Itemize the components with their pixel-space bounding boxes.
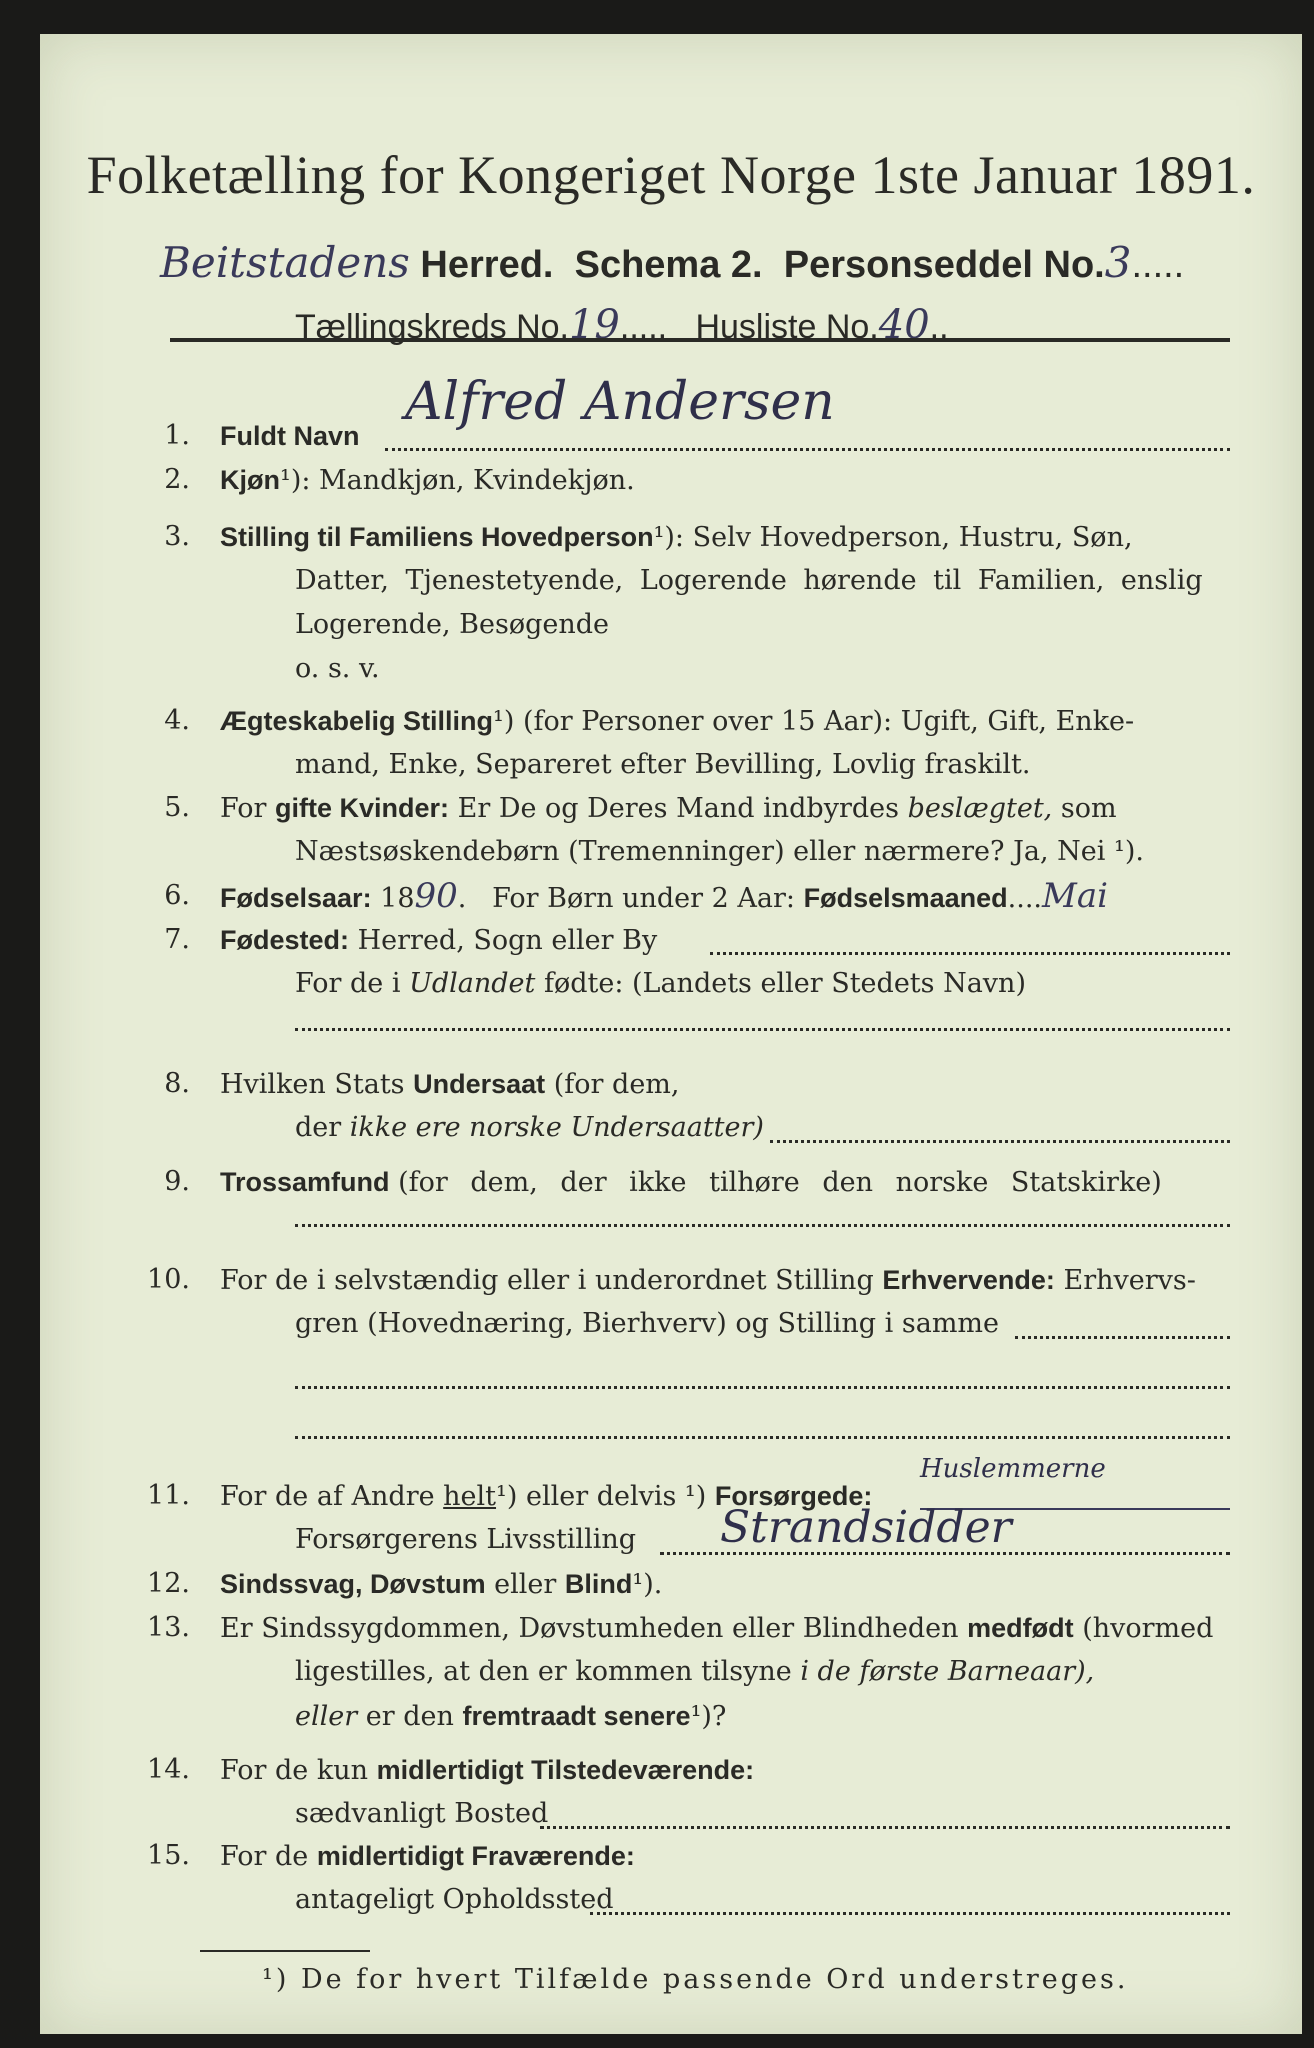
item-number: 13. <box>147 1612 190 1643</box>
item-10 <box>130 1258 1196 1303</box>
item-text: Er De og Deres Mand indbyrdes <box>457 793 899 824</box>
item-label: Kjøn <box>220 465 280 495</box>
dotted-line <box>385 448 1230 451</box>
item-13-line-2 <box>295 1650 1094 1694</box>
item-8-line-2 <box>295 1106 764 1150</box>
item-label: medfødt <box>967 1613 1074 1643</box>
item-12 <box>130 1562 662 1607</box>
item-4 <box>130 699 1134 744</box>
kreds-number: 19 <box>568 302 620 348</box>
item-5-line-2: Næstsøskendebørn (Tremenninger) eller nærmere? Ja, Nei ¹). <box>295 836 1144 867</box>
item-prefix: For de i selvstændig eller i underordnet Stilling <box>220 1265 874 1296</box>
dotted-line <box>770 1140 1230 1143</box>
text-italic: eller <box>295 1701 358 1732</box>
item-label: Erhvervende: <box>882 1265 1055 1295</box>
item-3-line-2: Datter, Tjenestetyende, Logerende hørende til Familien, enslig <box>295 565 1203 596</box>
item-text: Herred, Sogn eller By <box>357 925 658 956</box>
item-11-line-2: Forsørgerens Livsstilling <box>295 1524 637 1555</box>
item-text: (for dem, <box>553 1069 680 1100</box>
item-5 <box>130 786 1117 831</box>
dotted-line <box>295 1386 1230 1389</box>
provider-occupation-value: Strandsidder <box>720 1502 1012 1553</box>
item-1 <box>130 414 360 459</box>
text: fødte: (Landets eller Stedets Navn) <box>543 968 1026 999</box>
footnote: ¹) De for hvert Tilfælde passende Ord understreges. <box>262 1964 1129 1995</box>
item-label: Ægteskabelig Stilling <box>220 706 494 736</box>
header-row-kreds: Tællingskreds No.19..... Husliste No.40.. <box>295 302 949 348</box>
item-label: midlertidigt Tilstedeværende: <box>376 1755 755 1785</box>
item-prefix: Er Sindssygdommen, Døvstumheden eller Blindheden <box>220 1613 959 1644</box>
item-prefix: For de kun <box>220 1755 368 1786</box>
item-number: 10. <box>147 1264 190 1295</box>
item-number: 1. <box>164 420 190 451</box>
item-label: Sindssvag, Døvstum <box>220 1569 486 1599</box>
forsorget-value: Huslemmerne <box>920 1454 1106 1484</box>
text-italic: ikke ere norske Undersaatter) <box>349 1112 764 1143</box>
item-7 <box>130 918 657 963</box>
item-2 <box>130 458 635 503</box>
personseddel-label: Personseddel No. <box>783 244 1105 286</box>
item-number: 5. <box>164 792 190 823</box>
text: der <box>295 1112 342 1143</box>
item-text: ¹) (for Personer over 15 Aar): Ugift, Gift, Enke- <box>493 706 1135 737</box>
dotted-line <box>710 952 1230 955</box>
herred-label: Herred. <box>420 244 554 286</box>
item-label: Stilling til Familiens Hovedperson <box>220 522 654 552</box>
item-label-2: Fødselsmaaned <box>803 883 1008 913</box>
item-label: Undersaat <box>413 1069 546 1099</box>
item-number: 8. <box>164 1068 190 1099</box>
item-text: ¹): Mandkjøn, Kvindekjøn. <box>280 465 635 496</box>
item-prefix: Hvilken Stats <box>220 1069 405 1100</box>
full-name-value: Alfred Andersen <box>405 372 835 432</box>
item-prefix: For <box>220 793 267 824</box>
item-label: Trossamfund <box>220 1167 390 1197</box>
item-number: 15. <box>147 1840 190 1871</box>
item-label-2: Blind <box>564 1569 633 1599</box>
item-suffix: som <box>1060 793 1117 824</box>
dotted-line <box>660 1552 1230 1555</box>
item-13-line-3 <box>295 1694 726 1739</box>
item-3-line-4: o. s. v. <box>295 653 380 684</box>
item-label-2: fremtraadt senere <box>462 1701 691 1731</box>
item-6: 6. Fødselsaar: 1890. For Børn under 2 Aar: Fødselsmaaned....Mai <box>130 874 1108 921</box>
item-9 <box>130 1160 1162 1205</box>
item-14 <box>130 1748 754 1793</box>
item-14-line-2: sædvanligt Bosted <box>295 1798 549 1829</box>
item-4-line-2: mand, Enke, Separeret efter Bevilling, Lovlig fraskilt. <box>295 749 1031 780</box>
item-prefix: For de <box>220 1841 309 1872</box>
census-form <box>40 34 1302 2034</box>
husliste-number: 40 <box>878 302 930 348</box>
item-prefix: For de af Andre <box>220 1481 435 1512</box>
dotted-line <box>590 1912 1230 1915</box>
item-number: 9. <box>164 1166 190 1197</box>
item-mid-text: eller <box>494 1569 557 1600</box>
item-number: 11. <box>147 1480 190 1511</box>
dotted-line <box>295 1224 1230 1227</box>
item-text: (for dem, der ikke tilhøre den norske Statskirke) <box>398 1167 1162 1198</box>
dotted-line <box>540 1826 1230 1829</box>
item-text: Erhvervs- <box>1063 1265 1196 1296</box>
herred-name: Beitstadens <box>160 238 410 287</box>
dotted-line <box>295 1028 1230 1031</box>
item-text: 18 <box>380 883 415 914</box>
item-3-line-3: Logerende, Besøgende <box>295 609 609 640</box>
item-number: 3. <box>164 521 190 552</box>
item-10-line-2: gren (Hovednæring, Bierhverv) og Stilling i samme <box>295 1308 1000 1339</box>
footnote-divider <box>200 1950 370 1952</box>
item-15-line-2: antageligt Opholdssted <box>295 1884 614 1915</box>
item-underlined: helt <box>443 1481 497 1512</box>
text: er den <box>365 1701 454 1732</box>
item-label: midlertidigt Fraværende: <box>316 1841 635 1871</box>
dotted-line <box>1015 1336 1230 1339</box>
item-mid-text: For Børn under 2 Aar: <box>492 883 795 914</box>
item-label: Fødested: <box>220 925 350 955</box>
item-text: (hvormed <box>1082 1613 1214 1644</box>
text-italic: Udlandet <box>409 968 536 999</box>
item-number: 14. <box>147 1754 190 1785</box>
item-text: ¹): Selv Hovedperson, Hustru, Søn, <box>653 522 1133 553</box>
item-13 <box>130 1606 1213 1651</box>
item-label: Fødselsaar: <box>220 883 372 913</box>
item-italic: beslægtet, <box>907 793 1053 824</box>
form-title: Folketælling for Kongeriget Norge 1ste Januar 1891. <box>86 145 1256 205</box>
item-label: Forsørgede: <box>714 1481 873 1511</box>
item-number: 4. <box>164 705 190 736</box>
item-8 <box>130 1062 679 1107</box>
text: ¹)? <box>690 1701 727 1732</box>
husliste-label: Husliste No. <box>695 308 879 346</box>
item-number: 2. <box>164 464 190 495</box>
text-italic: i de første Barneaar), <box>800 1656 1095 1687</box>
text: For de i <box>295 968 401 999</box>
header-row-herred: Beitstadens Herred. Schema 2. Personseddel No.3..... <box>160 238 1185 287</box>
item-7-line-2 <box>295 962 1026 1006</box>
item-number: 7. <box>164 924 190 955</box>
birth-month-value: Mai <box>1042 876 1108 916</box>
personseddel-number: 3 <box>1104 238 1132 287</box>
item-label: gifte Kvinder: <box>275 793 450 823</box>
item-text: ¹). <box>632 1569 663 1600</box>
schema-label: Schema 2. <box>574 244 763 286</box>
item-15 <box>130 1834 635 1879</box>
birth-year-value: 90 <box>414 876 458 916</box>
header-divider <box>170 338 1230 342</box>
dotted-line <box>295 1436 1230 1439</box>
item-number: 6. <box>164 880 190 911</box>
item-text: ¹) eller delvis ¹) <box>496 1481 707 1512</box>
text: ligestilles, at den er kommen tilsyne <box>295 1656 792 1687</box>
item-label: Fuldt Navn <box>220 421 360 451</box>
item-number: 12. <box>147 1568 190 1599</box>
kreds-label: Tællingskreds No. <box>295 308 569 346</box>
item-3 <box>130 515 1133 560</box>
